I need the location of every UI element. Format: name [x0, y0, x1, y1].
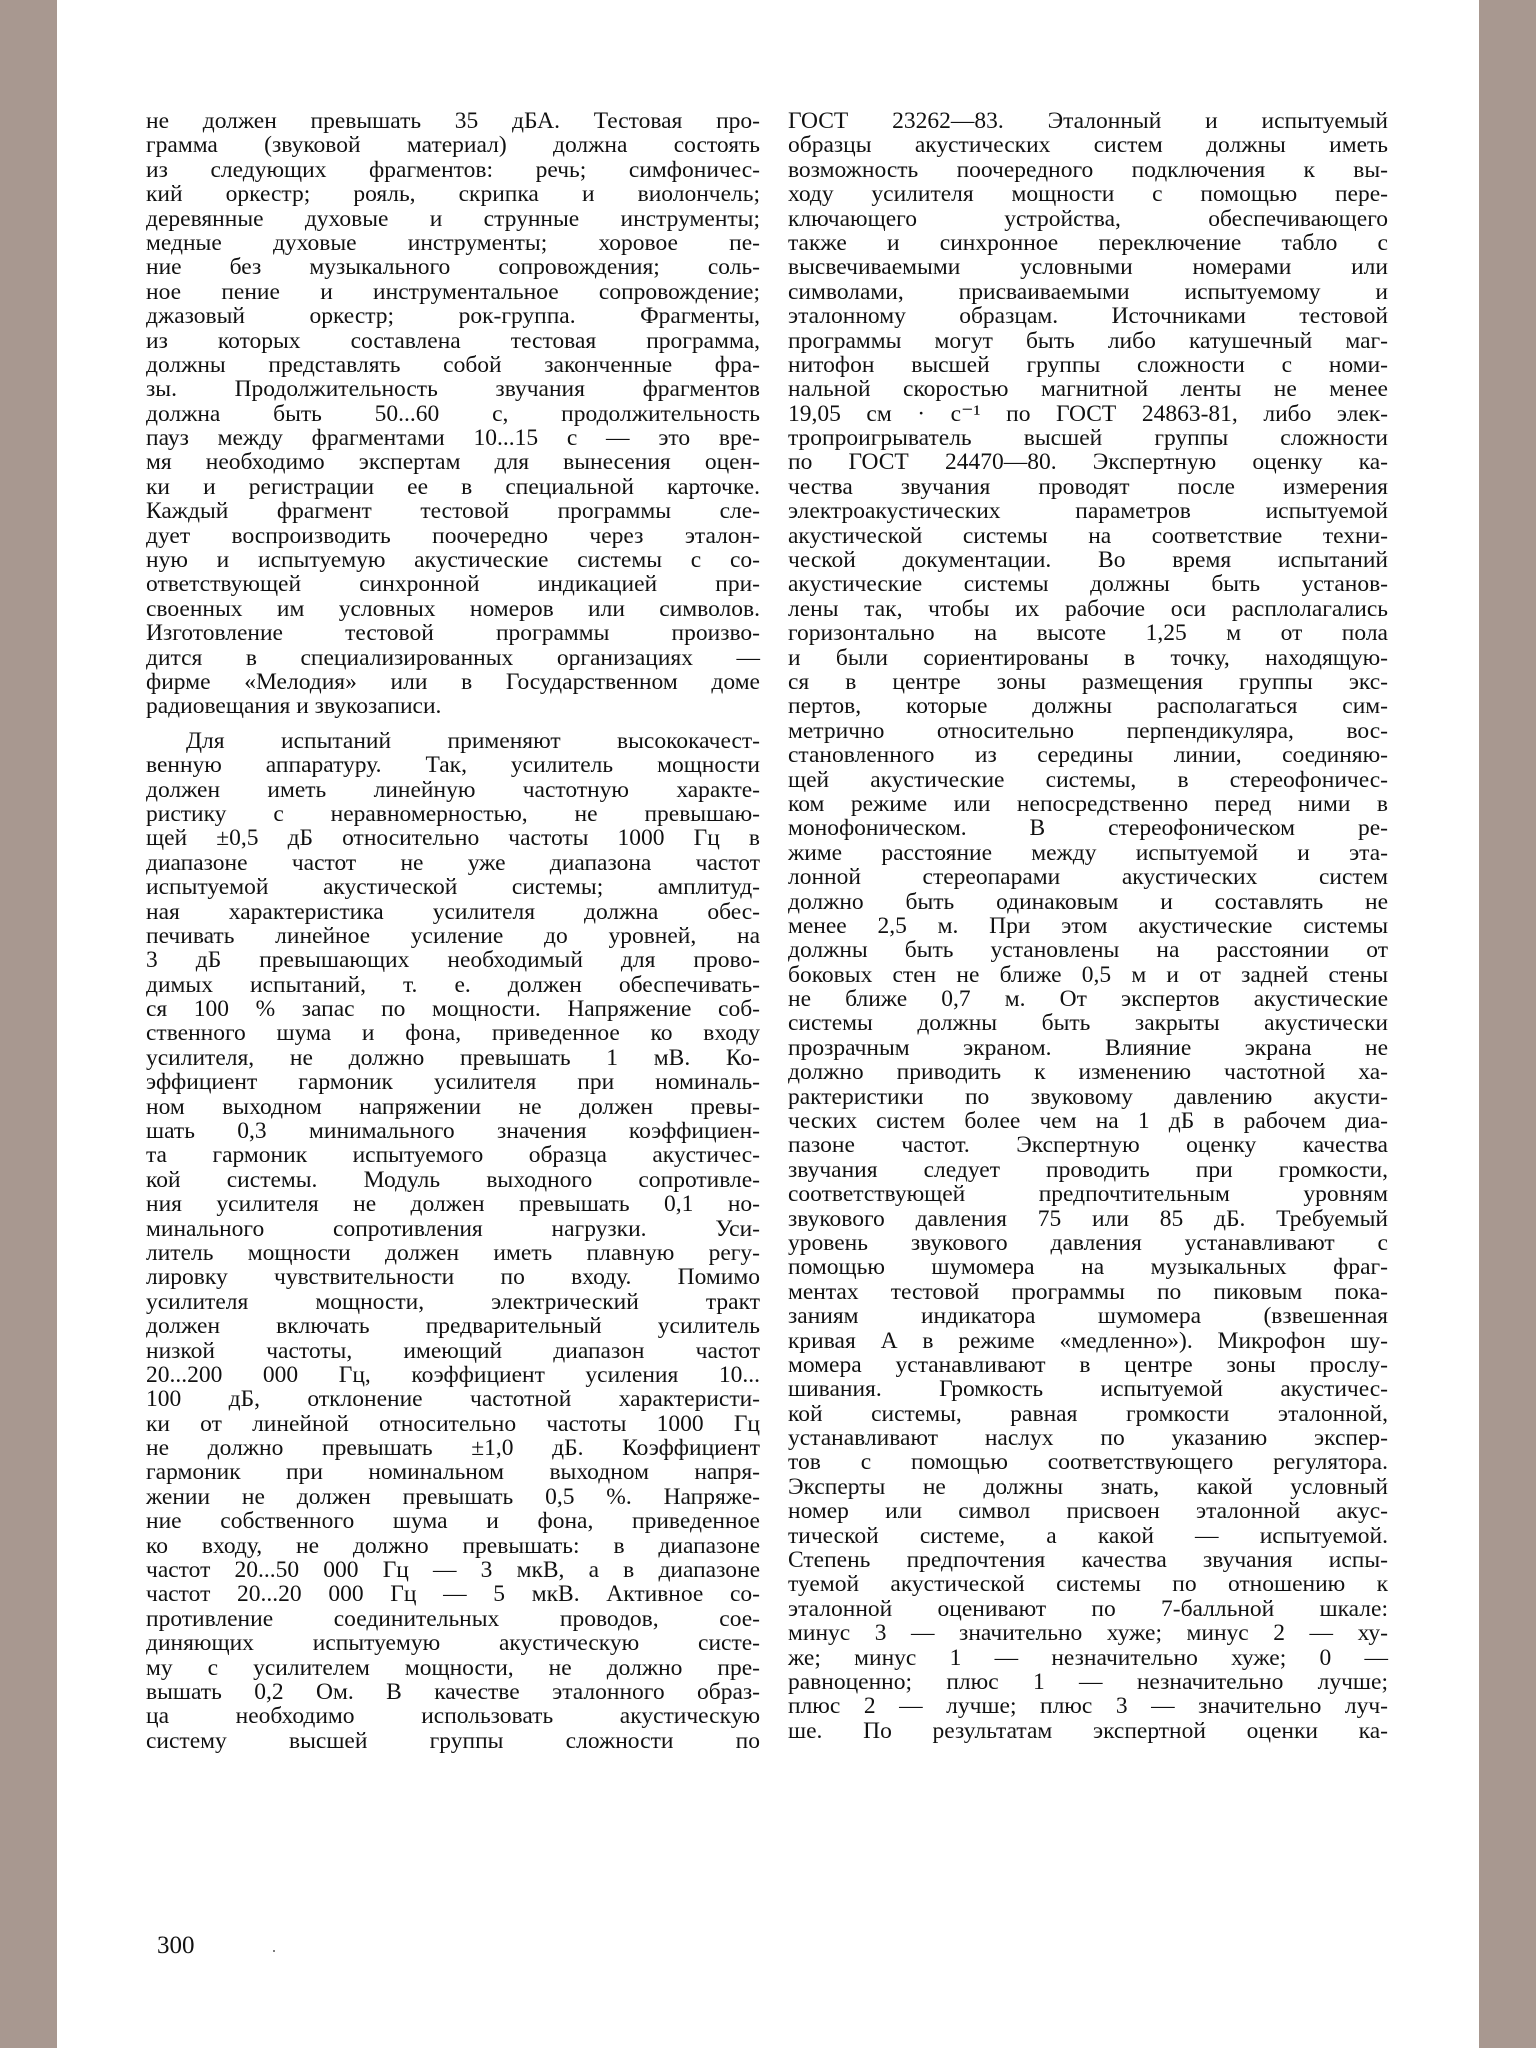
text-line: радиовещания и звукозаписи. — [146, 693, 442, 720]
text-line: горизонтально на высоте 1,25 м от пола — [788, 620, 1388, 647]
text-line: плюс 2 — лучше; плюс 3 — значительно луч- — [788, 1693, 1388, 1720]
text-line: должен иметь линейную частотную характе- — [146, 776, 760, 803]
text-line: ки от линейной относительно частоты 1000 Гц — [146, 1410, 760, 1437]
text-line: нитофон высшей группы сложности с номи- — [788, 351, 1388, 378]
text-line: программы могут быть либо катушечный маг- — [788, 327, 1388, 354]
text-line: эталонному образцам. Источниками тестовой — [788, 303, 1388, 330]
text-line: усилителя, не должно превышать 1 мВ. Ко- — [146, 1044, 760, 1071]
text-line: венную аппаратуру. Так, усилитель мощности — [146, 752, 760, 779]
text-line: тропроигрыватель высшей группы сложности — [788, 425, 1388, 452]
text-line: жиме расстояние между испытуемой и эта- — [788, 839, 1388, 866]
text-line: дится в специализированных организациях — — [146, 644, 760, 671]
text-line: же; минус 1 — незначительно хуже; 0 — — [788, 1644, 1388, 1671]
text-line: символами, присваиваемыми испытуемому и — [788, 278, 1388, 305]
text-line: ческой документации. Во время испытаний — [788, 547, 1388, 574]
text-line: диняющих испытуемую акустическую систе- — [146, 1630, 760, 1657]
text-line: тической системе, а какой — испытуемой. — [788, 1522, 1388, 1549]
text-line: ком режиме или непосредственно перед ними в — [788, 790, 1388, 817]
text-line: Степень предпочтения качества звучания испы- — [788, 1547, 1388, 1574]
text-line: помощью шумомера на музыкальных фраг- — [788, 1254, 1388, 1281]
text-line: лонной стереопарами акустических систем — [788, 864, 1388, 891]
text-line: метрично относительно перпендикуляра, вос- — [788, 717, 1388, 744]
text-line: эталонной оценивают по 7-балльной шкале: — [788, 1595, 1388, 1622]
text-line: своенных им условных номеров или символов. — [146, 595, 760, 622]
text-line: ние собственного шума и фона, приведенное — [146, 1508, 760, 1535]
book-page — [57, 0, 1479, 2048]
text-line: ное пение и инструментальное сопровождение; — [146, 278, 760, 305]
text-line: ца необходимо использовать акустическую — [146, 1703, 760, 1730]
text-line: менее 2,5 м. При этом акустические системы — [788, 912, 1388, 939]
text-line: акустической системы на соответствие техни- — [788, 522, 1388, 549]
text-line: ческих систем более чем на 1 дБ в рабочем диа- — [788, 1108, 1388, 1135]
text-line: литель мощности должен иметь плавную регу- — [146, 1239, 760, 1266]
text-line: жении не должен превышать 0,5 %. Напряже- — [146, 1483, 760, 1510]
text-line: ние без музыкального сопровождения; соль- — [146, 254, 760, 281]
text-line: щей акустические системы, в стереофоничес- — [788, 766, 1388, 793]
text-line: ГОСТ 23262—83. Эталонный и испытуемый — [788, 108, 1388, 134]
text-line: и были сориентированы в точку, находящую- — [788, 644, 1388, 671]
text-line: минального сопротивления нагрузки. Уси- — [146, 1215, 760, 1242]
text-line: 100 дБ, отклонение частотной характеристи- — [146, 1386, 760, 1413]
left-text-column — [146, 109, 760, 1753]
text-line: ристику с неравномерностью, не превышаю- — [146, 800, 760, 827]
text-line: пауз между фрагментами 10...15 с — это вре- — [146, 425, 760, 452]
text-line: не должно превышать ±1,0 дБ. Коэффициент — [146, 1435, 760, 1462]
text-line: не ближе 0,7 м. От экспертов акустические — [788, 986, 1388, 1013]
text-line: шать 0,3 минимального значения коэффициен- — [146, 1118, 760, 1145]
text-line: зы. Продолжительность звучания фрагментов — [146, 376, 760, 403]
text-line: боковых стен не ближе 0,5 м и от задней стены — [788, 961, 1388, 988]
text-line: частот 20...50 000 Гц — 3 мкВ, а в диапазоне — [146, 1557, 760, 1584]
text-line: джазовый оркестр; рок-группа. Фрагменты, — [146, 303, 760, 330]
text-line: рактеристики по звуковому давлению акусти- — [788, 1083, 1388, 1110]
text-line: эффициент гармоник усилителя при номиналь- — [146, 1069, 760, 1096]
text-line: пазоне частот. Экспертную оценку качества — [788, 1132, 1388, 1159]
text-line: из следующих фрагментов: речь; симфоничес- — [146, 156, 760, 183]
text-line: ответствующей синхронной индикацией при- — [146, 571, 760, 598]
text-line: мя необходимо экспертам для вынесения оцен- — [146, 449, 760, 476]
text-line: усилителя мощности, электрический тракт — [146, 1288, 760, 1315]
text-line: кой системы, равная громкости эталонной, — [788, 1400, 1388, 1427]
text-line: образцы акустических систем должны иметь — [788, 132, 1388, 159]
text-line: ном выходном напряжении не должен превы- — [146, 1093, 760, 1120]
text-line: должны быть установлены на расстоянии от — [788, 937, 1388, 964]
text-line: шивания. Громкость испытуемой акустичес- — [788, 1376, 1388, 1403]
text-line: прозрачным экраном. Влияние экрана не — [788, 1034, 1388, 1061]
text-line: электроакустических параметров испытуемой — [788, 498, 1388, 525]
text-line: ния усилителя не должен превышать 0,1 но- — [146, 1191, 760, 1218]
text-line: должно быть одинаковым и составлять не — [788, 888, 1388, 915]
text-line: гармоник при номинальном выходном напря- — [146, 1459, 760, 1486]
text-line: 3 дБ превышающих необходимый для прово- — [146, 947, 760, 974]
print-speck — [273, 1950, 275, 1952]
text-line: возможность поочередного подключения к вы- — [788, 156, 1388, 183]
text-line: лены так, чтобы их рабочие оси расплолагались — [788, 595, 1388, 622]
text-line: испытуемой акустической системы; амплитуд- — [146, 874, 760, 901]
text-line: должно приводить к изменению частотной ха- — [788, 1059, 1388, 1086]
text-line: та гармоник испытуемого образца акустичес- — [146, 1142, 760, 1169]
text-line: становленного из середины линии, соединяю- — [788, 742, 1388, 769]
text-line: нальной скоростью магнитной ленты не менее — [788, 376, 1388, 403]
text-line: Для испытаний применяют высококачест- — [186, 727, 760, 754]
text-line: кой системы. Модуль выходного сопротивле- — [146, 1166, 760, 1193]
text-line: вышать 0,2 Ом. В качестве эталонного образ- — [146, 1679, 760, 1705]
text-line: печивать линейное усиление до уровней, на — [146, 922, 760, 949]
text-line: должны представлять собой законченные фра- — [146, 351, 760, 378]
text-line: Изготовление тестовой программы произво- — [146, 620, 760, 647]
text-line: момера устанавливают в центре зоны прослу- — [788, 1351, 1388, 1378]
text-line: высвечиваемыми условными номерами или — [788, 254, 1388, 281]
text-line: лировку чувствительности по входу. Помимо — [146, 1264, 760, 1291]
text-line: 20...200 000 Гц, коэффициент усиления 10... — [146, 1361, 760, 1388]
text-line: димых испытаний, т. е. должен обеспечивать- — [146, 971, 760, 998]
text-line: деревянные духовые и струнные инструменты; — [146, 205, 760, 232]
text-line: равноценно; плюс 1 — незначительно лучше; — [788, 1669, 1388, 1695]
text-line: ственного шума и фона, приведенное ко входу — [146, 1020, 760, 1047]
text-line: Эксперты не должны знать, какой условный — [788, 1473, 1388, 1500]
text-line: минус 3 — значительно хуже; минус 2 — ху- — [788, 1620, 1388, 1647]
text-line: медные духовые инструменты; хоровое пе- — [146, 229, 760, 256]
text-line: должна быть 50...60 с, продолжительность — [146, 400, 760, 427]
text-line: заниям индикатора шумомера (взвешенная — [788, 1303, 1388, 1330]
text-line: грамма (звуковой материал) должна состоять — [146, 132, 760, 159]
text-line: ная характеристика усилителя должна обес- — [146, 898, 760, 925]
text-line: номер или символ присвоен эталонной акус- — [788, 1498, 1388, 1525]
text-line: ходу усилителя мощности с помощью пере- — [788, 181, 1388, 208]
text-line: ся в центре зоны размещения группы экс- — [788, 668, 1388, 695]
text-line: частот 20...20 000 Гц — 5 мкВ. Активное со- — [146, 1581, 760, 1608]
text-line: фирме «Мелодия» или в Государственном доме — [146, 668, 760, 695]
text-line: звучания следует проводить при громкости, — [788, 1156, 1388, 1183]
text-line: туемой акустической системы по отношению к — [788, 1571, 1388, 1598]
text-line: чества звучания проводят после измерения — [788, 473, 1388, 500]
text-line: должен включать предварительный усилитель — [146, 1313, 760, 1340]
text-line: кий оркестр; рояль, скрипка и виолончель; — [146, 181, 760, 208]
text-line: систему высшей группы сложности по — [146, 1727, 760, 1754]
text-line: противление соединительных проводов, сое- — [146, 1605, 760, 1632]
text-line: дует воспроизводить поочередно через эталон- — [146, 522, 760, 549]
text-line: звукового давления 75 или 85 дБ. Требуемый — [788, 1205, 1388, 1232]
text-line: Каждый фрагмент тестовой программы сле- — [146, 498, 760, 525]
text-line: ключающего устройства, обеспечивающего — [788, 205, 1388, 232]
text-line: 19,05 см · с⁻¹ по ГОСТ 24863-81, либо элек- — [788, 400, 1388, 427]
text-line: из которых составлена тестовая программа, — [146, 327, 760, 354]
text-line: акустические системы должны быть установ- — [788, 571, 1388, 598]
text-line: ше. По результатам экспертной оценки ка- — [788, 1717, 1388, 1744]
text-line: ки и регистрации ее в специальной карточке. — [146, 473, 760, 500]
text-line: диапазоне частот не уже диапазона частот — [146, 849, 760, 876]
text-line: не должен превышать 35 дБА. Тестовая про- — [146, 108, 760, 134]
page-number: 300 — [157, 1932, 195, 1959]
text-line: му с усилителем мощности, не должно пре- — [146, 1654, 760, 1681]
text-line: ся 100 % запас по мощности. Напряжение соб- — [146, 996, 760, 1023]
text-line: устанавливают наслух по указанию экспер- — [788, 1425, 1388, 1452]
text-line: тов с помощью соответствующего регулятора. — [788, 1449, 1388, 1476]
text-line: ментах тестовой программы по пиковым пока- — [788, 1278, 1388, 1305]
text-line: соответствующей предпочтительным уровням — [788, 1181, 1388, 1208]
text-line: ную и испытуемую акустические системы с со- — [146, 547, 760, 574]
text-line: системы должны быть закрыты акустически — [788, 1010, 1388, 1037]
text-line: уровень звукового давления устанавливают с — [788, 1229, 1388, 1256]
text-line: по ГОСТ 24470—80. Экспертную оценку ка- — [788, 449, 1388, 476]
text-line: ко входу, не должно превышать: в диапазоне — [146, 1532, 760, 1559]
text-line: монофоническом. В стереофоническом ре- — [788, 815, 1388, 842]
text-line: кривая А в режиме «медленно»). Микрофон шу- — [788, 1327, 1388, 1354]
text-line: пертов, которые должны располагаться сим- — [788, 693, 1388, 720]
text-line: низкой частоты, имеющий диапазон частот — [146, 1337, 760, 1364]
text-line: также и синхронное переключение табло с — [788, 229, 1388, 256]
right-text-column — [788, 109, 1388, 1743]
text-line: щей ±0,5 дБ относительно частоты 1000 Гц в — [146, 825, 760, 852]
